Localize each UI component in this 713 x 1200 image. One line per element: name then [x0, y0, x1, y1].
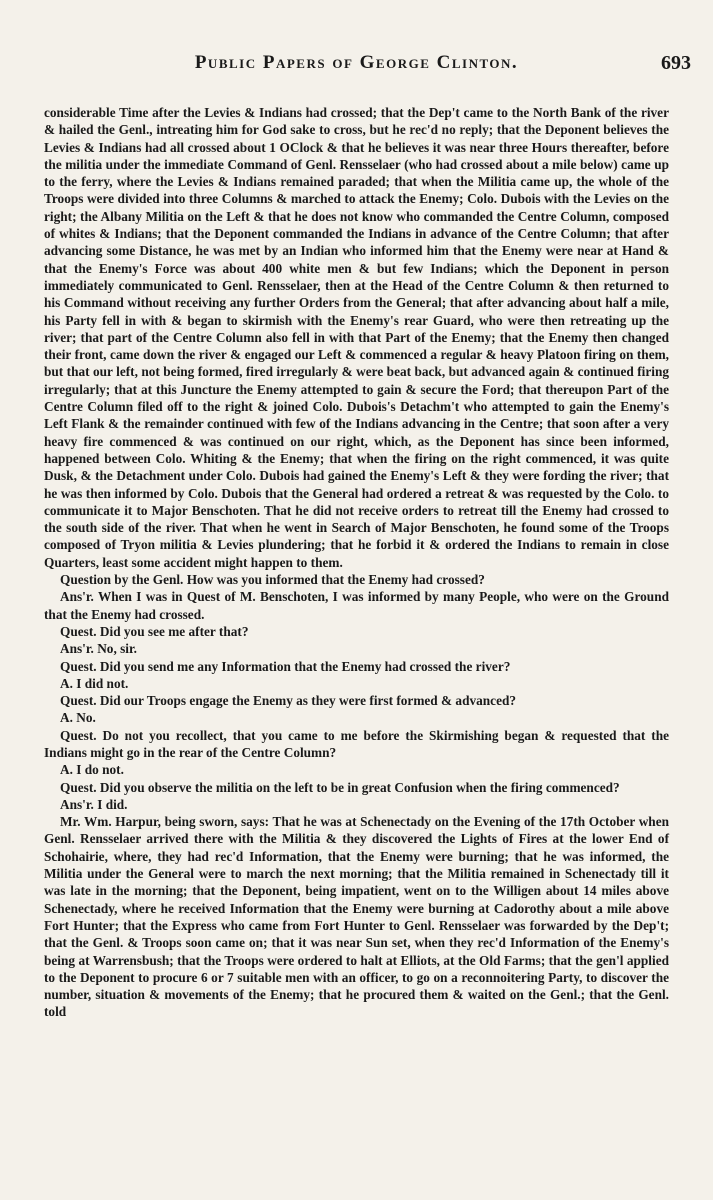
- answer: Ans'r. I did.: [60, 796, 128, 812]
- answer: Ans'r. No, sir.: [60, 641, 137, 657]
- page-header: [0, 52, 713, 80]
- question: Quest. Did our Troops engage the Enemy as they were first formed & advanced?: [60, 693, 517, 709]
- question: Quest. Do not you recollect, that you came to me before the Skirmishing began & requested that the Indians might go in the rear of the Centre Column?: [44, 727, 669, 760]
- question: Quest. Did you see me after that?: [60, 623, 249, 639]
- question: Quest. Did you observe the militia on the left to be in great Confusion when the firing commenced?: [60, 779, 620, 795]
- running-title: Public Papers of George Clinton.: [194, 52, 519, 73]
- paragraph: Mr. Wm. Harpur, being sworn, says: That he was at Schenectady on the Evening of the 17th October when Genl. Rensselaer arrived there with the Militia & they discovered the Lights of Fires at the lower End of Schohairie, where, they had rec'd Information, that the Enemy were burning; that he was informed, the Militia under the General were to march the next morning; that the Militia remained in Schenectady till it was late in the morning; that the Deponent, being impatient, went on to the Willigen about 14 miles above Schenectady, where he received Information that the Enemy were burning at Cadorothy about a mile above Fort Hunter; that the Express who came from Fort Hunter to Genl. Rensselaer was forwarded by the Dep't; that the Genl. & Troops soon came on; that it was near Sun set, when they rec'd Information of the Enemy's being at Warrensbush; that the Troops were ordered to halt at Elliots, at the Old Farms; that the gen'l applied to the Deponent to procure 6 or 7 suitable men with an officer, to go on a reconnoitering Party, to discover the number, situation & movements of the Enemy; that he procured them & waited on the Genl.; that the Genl. told: [44, 814, 669, 1020]
- answer: A. I do not.: [60, 762, 124, 778]
- answer: Ans'r. When I was in Quest of M. Benschoten, I was informed by many People, who were on the Ground that the Enemy had crossed.: [44, 589, 669, 622]
- question: Question by the Genl. How was you informed that the Enemy had crossed?: [60, 572, 485, 588]
- answer: A. I did not.: [60, 675, 129, 691]
- question: Quest. Did you send me any Information that the Enemy had crossed the river?: [60, 658, 511, 674]
- body-text: [44, 104, 669, 1021]
- paragraph: considerable Time after the Levies & Indians had crossed; that the Dep't came to the North Bank of the river & hailed the Genl., intreating him for God sake to cross, but he rec'd no reply; that the Deponent believes the Levies & Indians had all crossed about 1 OClock & that he believes it was near three Hours thereafter, before the militia under the immediate Command of Genl. Rensselaer (who had crossed about a mile below) came up to the ferry, where the Levies & Indians remained paraded; that when the Militia came up, the whole of the Troops were divided into three Columns & marched to attack the Enemy; Colo. Dubois with the Levies on the right; the Albany Militia on the Left & that he does not know who commanded the Centre Column, composed of whites & Indians; that the Deponent commanded the Indians in advance of the Centre Column; that after advancing some Distance, he was met by an Indian who informed him that the Enemy were near at Hand & that the Enemy's Force was about 400 white men & but few Indians; which the Deponent in person immediately communicated to Genl. Rensselaer, then at the Head of the Centre Column & then returned to his Command without receiving any further Orders from the General; that after advancing about half a mile, his Party fell in with & began to skirmish with the Enemy's rear Guard, who were then retreating up the river; that part of the Centre Column also fell in with that Part of the Enemy; that the Enemy then changed their front, came down the river & engaged our Left & commenced a regular & heavy Platoon firing on them, but that our left, not being formed, fired irregularly & were beat back, but advanced again & continued firing irregularly; that at this Juncture the Enemy attempted to gain & secure the Ford; that thereupon Part of the Centre Column filed off to the right & joined Colo. Dubois's Detachm't who attempted to gain the Enemy's Left Flank & the remainder continued with few of the Indians advancing in the Centre; that soon after a very heavy fire commenced & was continued on our right, which, as the Deponent has since been informed, happened between Colo. Whiting & the Enemy; that when the firing on the right commenced, it was quite Dusk, & the Detachment under Colo. Dubois had gained the Enemy's Left & they were fording the river; that he was then informed by Colo. Dubois that the General had ordered a retreat & was requested by the Colo. to communicate it to Major Benschoten. That he did not receive orders to retreat till the Enemy had crossed to the south side of the river. That when he went in Search of Major Benschoten, he found some of the Troops composed of Tryon militia & Levies plundering; that he forbid it & ordered the Indians to remain in close Quarters, least some accident might happen to them.: [44, 105, 669, 570]
- page-number: 693: [661, 52, 691, 74]
- answer: A. No.: [60, 710, 96, 726]
